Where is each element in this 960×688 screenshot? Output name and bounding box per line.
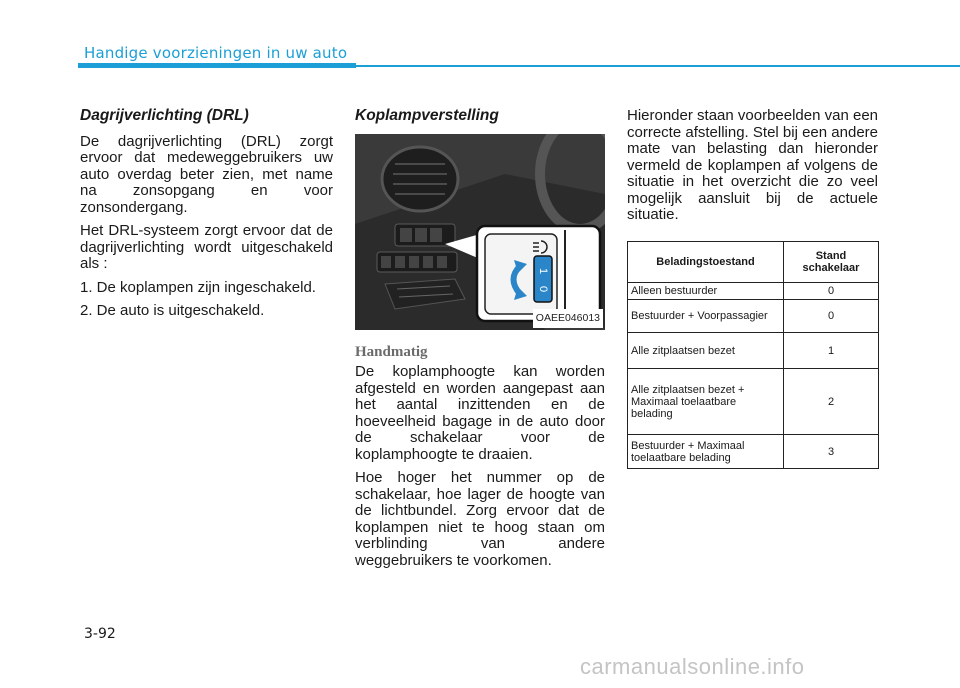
table-cell-label: Bestuurder + Voorpassagier — [628, 300, 784, 333]
headlamp-switch-figure — [355, 134, 605, 330]
header-rule-thin — [356, 65, 960, 67]
table-cell-value: 2 — [784, 369, 879, 435]
dashboard-illustration — [355, 134, 605, 330]
drl-list-item-2: 2. De auto is uitgeschakeld. — [80, 302, 265, 319]
table-cell-label: Alle zitplaatsen bezet — [628, 333, 784, 369]
table-header-stand: Stand schakelaar — [784, 242, 879, 283]
table-row — [628, 333, 879, 369]
drl-paragraph-2: Het DRL-systeem zorgt ervoor dat de dagrijverlichting wordt uitgeschakeld als : — [80, 222, 333, 272]
table-cell-value: 3 — [784, 435, 879, 469]
watermark: carmanualsonline.info — [580, 654, 805, 679]
table-cell-label: Bestuurder + Maximaal toelaatbare belading — [628, 435, 784, 469]
table-cell-value: 0 — [784, 300, 879, 333]
column-drl — [80, 108, 333, 327]
table-row — [628, 283, 879, 300]
header-rule-thick — [78, 63, 356, 68]
table-row — [628, 369, 879, 435]
drl-list-item-1: 1. De koplampen zijn ingeschakeld. — [80, 278, 316, 296]
table-header-beladingstoestand: Beladingstoestand — [628, 242, 784, 283]
drl-title: Dagrijverlichting (DRL) — [80, 107, 249, 124]
handmatig-subtitle: Handmatig — [355, 343, 428, 360]
koplamp-paragraph-2: Hoe hoger het nummer op de schakelaar, hoe lager de hoogte van de lichtbundel. Zorg ervoor dat de koplampen niet te hoog staan om verblinding van andere weggebruikers te voorkomen. — [355, 469, 605, 569]
table-row — [628, 435, 879, 469]
table-cell-label: Alle zitplaatsen bezet + Maximaal toelaatbare belading — [628, 369, 784, 435]
table-cell-value: 1 — [784, 333, 879, 369]
table-header-row — [628, 242, 879, 283]
switch-position-0: 0 — [537, 285, 549, 292]
voorbeelden-intro: Hieronder staan voorbeelden van een correcte afstelling. Stel bij een andere mate van belasting dan hieronder vermeld de koplampen af volgens de situatie in het overzicht die zo veel mogelijk aansluit bij de actuele situatie. — [627, 107, 879, 223]
table-row — [628, 300, 879, 333]
page-number: 3-92 — [84, 626, 116, 642]
column-voorbeelden — [627, 108, 878, 231]
column-koplamp — [355, 108, 605, 576]
section-header-title: Handige voorzieningen in uw auto — [84, 44, 348, 62]
load-table — [627, 241, 879, 469]
koplamp-paragraph-1: De koplamphoogte kan worden afgesteld en worden aangepast aan het aantal inzittenden en de hoeveelheid bagage in de auto door de schakelaar voor de koplamphoogte te draaien. — [355, 363, 605, 463]
drl-paragraph-1: De dagrijverlichting (DRL) zorgt ervoor dat medeweggebruikers uw auto overdag beter zien, met name na zonsopgang en voor zonsondergang. — [80, 132, 333, 216]
table-cell-label: Alleen bestuurder — [628, 283, 784, 300]
figure-code-label: OAEE046013 — [533, 309, 603, 328]
koplamp-title: Koplampverstelling — [355, 107, 499, 124]
switch-position-1: 1 — [537, 267, 549, 274]
table-cell-value: 0 — [784, 283, 879, 300]
